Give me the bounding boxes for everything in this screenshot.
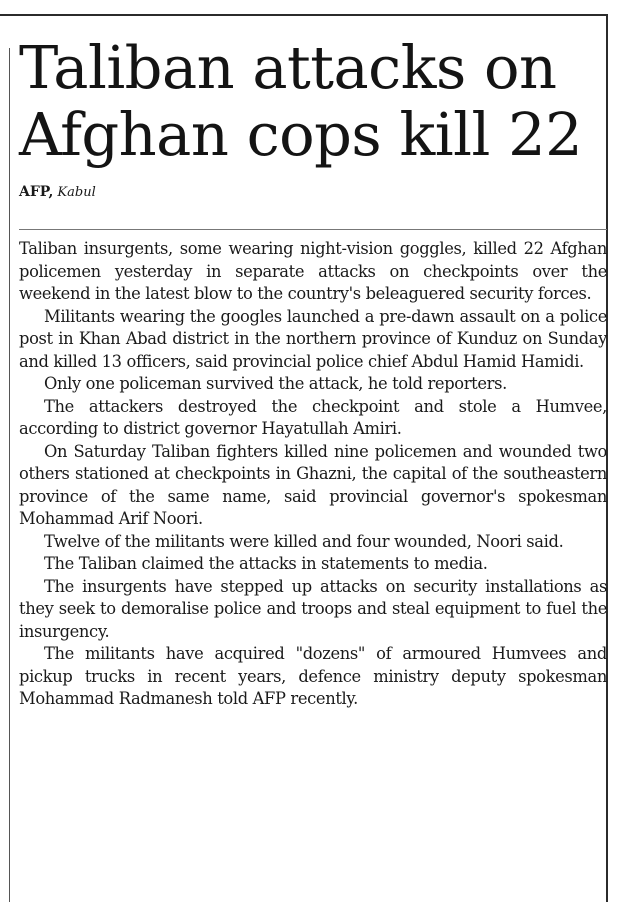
paragraph-2: Militants wearing the googles launched a pre-dawn assault on a police post in Khan Abad district in the northern province of Kunduz on Sunday and killed 13 officers, said provincial police chief Abdul Hamid Hamidi.	[19, 306, 607, 371]
byline-agency: AFP,	[19, 184, 54, 200]
byline-divider	[19, 229, 607, 230]
paragraph-4: The attackers destroyed the checkpoint and stole a Humvee, according to district governor Hayatullah Amiri.	[19, 396, 607, 438]
headline: Taliban attacks on Afghan cops kill 22	[19, 33, 583, 169]
byline-location: Kabul	[57, 185, 96, 200]
paragraph-6: Twelve of the militants were killed and four wounded, Noori said.	[44, 531, 564, 551]
top-rule	[0, 14, 606, 16]
byline	[19, 184, 607, 201]
paragraph-3: Only one policeman survived the attack, he told reporters.	[44, 374, 507, 393]
paragraph-1: Taliban insurgents, some wearing night-vision goggles, killed 22 Afghan policemen yesterday in separate attacks on checkpoints over the weekend in the latest blow to the country's beleaguered security forces.	[19, 239, 607, 303]
paragraph-8: The insurgents have stepped up attacks on security installations as they seek to demoralise police and troops and steal equipment to fuel the insurgency.	[19, 576, 607, 641]
left-column-rule	[9, 48, 10, 902]
article-body	[19, 238, 607, 711]
paragraph-7: The Taliban claimed the attacks in statements to media.	[44, 554, 488, 573]
paragraph-9: The militants have acquired "dozens" of armoured Humvees and pickup trucks in recent years, defence ministry deputy spokesman Mohammad Radmanesh told AFP recently.	[19, 644, 607, 708]
paragraph-5: On Saturday Taliban fighters killed nine policemen and wounded two others stationed at checkpoints in Ghazni, the capital of the southeastern province of the same name, said provincial governor's spokesman Mohammad Arif Noori.	[19, 441, 607, 528]
article-header	[19, 34, 607, 201]
